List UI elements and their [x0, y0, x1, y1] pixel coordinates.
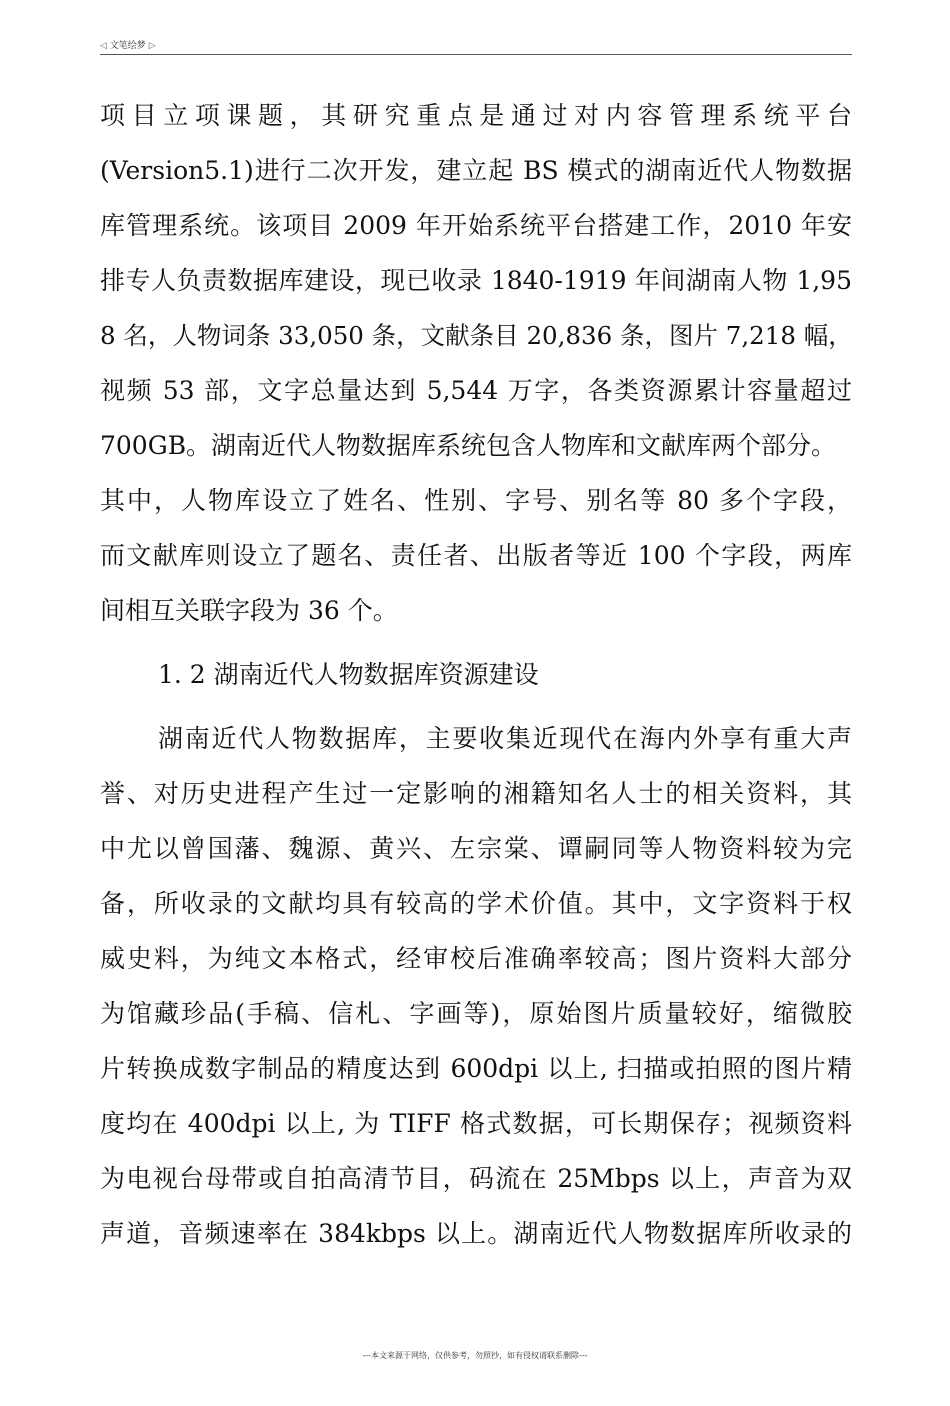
- text-line: 700GB。湖南近代人物数据库系统包含人物库和文献库两个部分。: [100, 431, 837, 460]
- text-line: 8 名，人物词条 33,050 条，文献条目 20,836 条，图片 7,218 幅，: [100, 321, 853, 350]
- text-line: 度均在 400dpi 以上, 为 TIFF 格式数据，可长期保存；视频资料: [100, 1109, 852, 1138]
- paragraph-1: [100, 88, 852, 638]
- text-line: 誉、对历史进程产生过一定影响的湘籍知名人士的相关资料，其: [100, 779, 852, 808]
- document-body: [100, 88, 852, 1261]
- paragraph-2: [100, 711, 852, 1261]
- text-line: 声道，音频速率在 384kbps 以上。湖南近代人物数据库所收录的: [100, 1219, 852, 1248]
- text-line: 项目立项课题，其研究重点是通过对内容管理系统平台: [100, 101, 852, 130]
- text-line: 为电视台母带或自拍高清节目，码流在 25Mbps 以上，声音为双: [100, 1164, 852, 1193]
- header-title: 文笔绘梦: [109, 41, 146, 51]
- text-line: 排专人负责数据库建设，现已收录 1840-1919 年间湖南人物 1,95: [100, 266, 852, 295]
- text-line: 而文献库则设立了题名、责任者、出版者等近 100 个字段，两库: [100, 541, 852, 570]
- text-line: 其中，人物库设立了姓名、性别、字号、别名等 80 多个字段，: [100, 486, 852, 515]
- text-line: 为馆藏珍品(手稿、信札、字画等)，原始图片质量较好，缩微胶: [100, 999, 852, 1028]
- text-line: 备，所收录的文献均具有较高的学术价值。其中，文字资料于权: [100, 889, 852, 918]
- text-line: 间相互关联字段为 36 个。: [100, 596, 398, 625]
- page-header: [100, 38, 852, 55]
- text-line: 库管理系统。该项目 2009 年开始系统平台搭建工作，2010 年安: [100, 211, 852, 240]
- section-heading: 1. 2 湖南近代人物数据库资源建设: [158, 660, 539, 689]
- text-line: 威史料，为纯文本格式，经审校后准确率较高；图片资料大部分: [100, 944, 852, 973]
- text-line: 中尤以曾国藩、魏源、黄兴、左宗棠、谭嗣同等人物资料较为完: [100, 834, 852, 863]
- left-triangle-icon: ◁: [100, 41, 107, 51]
- text-line: 视频 53 部，文字总量达到 5,544 万字，各类资源累计容量超过: [100, 376, 852, 405]
- text-line: 湖南近代人物数据库，主要收集近现代在海内外享有重大声: [158, 724, 852, 753]
- right-triangle-icon: ▷: [148, 41, 156, 51]
- page-footer: ---本文来源于网络，仅供参考，勿照抄，如有侵权请联系删除---: [362, 1351, 588, 1360]
- text-line: (Version5.1)进行二次开发，建立起 BS 模式的湖南近代人物数据: [100, 156, 852, 185]
- text-line: 片转换成数字制品的精度达到 600dpi 以上, 扫描或拍照的图片精: [100, 1054, 852, 1083]
